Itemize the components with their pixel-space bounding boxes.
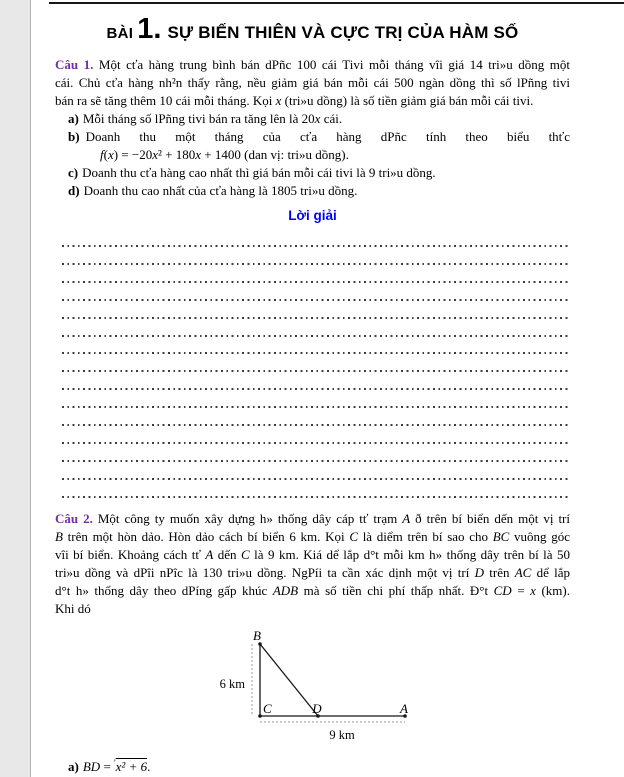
paragraph-line bbox=[55, 92, 570, 110]
paragraph-line bbox=[55, 74, 570, 92]
lesson-title-prefix: BÀI bbox=[106, 25, 134, 42]
dotted-answer-line bbox=[55, 266, 570, 284]
lesson-title-text: SỰ BIẾN THIÊN VÀ CỰC TRỊ CỦA HÀM SỐ bbox=[167, 23, 519, 42]
solution-heading: Lời giải bbox=[288, 208, 337, 223]
cau2-paragraph bbox=[55, 510, 570, 618]
document-page bbox=[55, 0, 570, 772]
statement-c-text: Doanh thu cťa hàng cao nhất thì giá bán mỗi cái tivi là 9 tri»u dồng. bbox=[82, 165, 436, 180]
point-C-label: C bbox=[263, 700, 272, 716]
dotted-answer-line bbox=[55, 373, 570, 391]
paragraph-text: vîi bí biển. Khoảng cách tť A dến C là 9 km. Kiá dể lắp d°t mỗi km h» thống dây trên bí là 50 bbox=[55, 546, 570, 562]
cau1-statement-list bbox=[55, 110, 570, 200]
equals-sign: = bbox=[100, 758, 115, 774]
cau2-statement-a-label: a) bbox=[68, 758, 79, 774]
dotted-answer-line bbox=[55, 481, 570, 499]
dotted-answer-line bbox=[55, 463, 570, 481]
paragraph-text: d°t h» thống dây theo dPíng gấp khúc ADB mà số tiền chi phí thấp nhất. Đ°t CD = x (km). bbox=[55, 582, 570, 598]
dotted-answer-line bbox=[55, 248, 570, 266]
dotted-answer-line bbox=[55, 230, 570, 248]
statement-b bbox=[55, 128, 570, 146]
paragraph-line bbox=[55, 600, 570, 618]
paragraph-text: tri»u dồng và dPîi nPîc là 130 tri»u dồng. NgPíi ta cần xác dịnh một vị trí D trên AC dể lắp bbox=[55, 564, 570, 580]
paragraph-line bbox=[55, 546, 570, 564]
statement-c bbox=[55, 164, 570, 182]
cau1-paragraph bbox=[55, 56, 570, 110]
paragraph-text: Một công ty muốn xây dựng h» thống dây cáp tť trạm A ð trên bí biển dến một vị trí bbox=[97, 510, 570, 526]
cau2-figure bbox=[55, 628, 570, 748]
paragraph-line bbox=[55, 510, 570, 528]
dotted-answer-line bbox=[55, 355, 570, 373]
base-dimension-label: 9 km bbox=[329, 727, 355, 742]
segment-name: BD bbox=[82, 758, 101, 774]
dotted-answer-line bbox=[55, 427, 570, 445]
solution-dotted-lines bbox=[55, 230, 570, 499]
triangle-diagram bbox=[55, 628, 570, 748]
point-B-label: B bbox=[253, 627, 261, 643]
point-D-label: D bbox=[312, 700, 322, 716]
statement-a bbox=[55, 110, 570, 128]
paragraph-text: Một cťa hàng trung bình bán dPñc 100 cái Tivi mỗi tháng vîi giá 14 tri»u dồng một bbox=[98, 57, 571, 72]
dotted-answer-line bbox=[55, 338, 570, 356]
cau2-statement-a bbox=[55, 754, 570, 772]
paragraph-line bbox=[55, 564, 570, 582]
statement-d bbox=[55, 182, 570, 200]
paragraph-text: cái. Chủ cťa hàng nh²n thấy rằng, nều giảm giá bán mỗi cái 500 ngàn dồng thì số lPñng tivi bbox=[55, 75, 570, 90]
paragraph-line bbox=[55, 56, 570, 74]
broken-radical-tick: ' bbox=[114, 757, 116, 768]
point-A-label: A bbox=[400, 700, 408, 716]
dotted-answer-line bbox=[55, 302, 570, 320]
paragraph-text: bán ra sẽ tăng thêm 10 cái mỗi tháng. Kọi x (tri»u dồng) là số tiền giảm giá bán mỗi cái tivi. bbox=[55, 93, 534, 108]
cau1-label: Câu 1. bbox=[55, 57, 94, 72]
paragraph-line bbox=[55, 582, 570, 600]
dotted-answer-line bbox=[55, 409, 570, 427]
paragraph-text: B trên một hòn dảo. Hòn dảo cách bí biển 6 km. Kọi C là diểm trên bí sao cho BC vuông góc bbox=[55, 528, 570, 544]
dotted-answer-line bbox=[55, 284, 570, 302]
period: . bbox=[147, 758, 151, 774]
statement-a-text: Mỗi tháng số lPñng tivi bán ra tăng lên là 20x cái. bbox=[82, 111, 343, 126]
dotted-answer-line bbox=[55, 445, 570, 463]
dotted-answer-line bbox=[55, 320, 570, 338]
statement-d-text: Doanh thu cao nhất của cťa hàng là 1805 tri»u dồng. bbox=[83, 183, 358, 198]
lesson-title-number: 1. bbox=[137, 13, 162, 45]
point-C-dot bbox=[258, 714, 262, 718]
paragraph-text: Khi dó bbox=[55, 600, 91, 616]
statement-b-text: Doanh thu một tháng của cťa hàng dPñc tính theo biểu thťc bbox=[85, 129, 570, 144]
lesson-title bbox=[55, 13, 570, 46]
statement-b-formula: f(x) = −20x² + 180x + 1400 (dan vị: tri»u dồng). bbox=[100, 147, 349, 162]
dotted-answer-line bbox=[55, 391, 570, 409]
statement-b-label: b) bbox=[68, 129, 80, 144]
statement-c-label: c) bbox=[68, 165, 79, 180]
radicand: x² + 6 bbox=[115, 758, 148, 774]
paragraph-line bbox=[55, 528, 570, 546]
window-left-gutter bbox=[0, 0, 31, 777]
cau2-label: Câu 2. bbox=[55, 510, 93, 526]
statement-a-label: a) bbox=[68, 111, 79, 126]
height-dimension-label: 6 km bbox=[219, 676, 245, 691]
statement-d-label: d) bbox=[68, 183, 80, 198]
